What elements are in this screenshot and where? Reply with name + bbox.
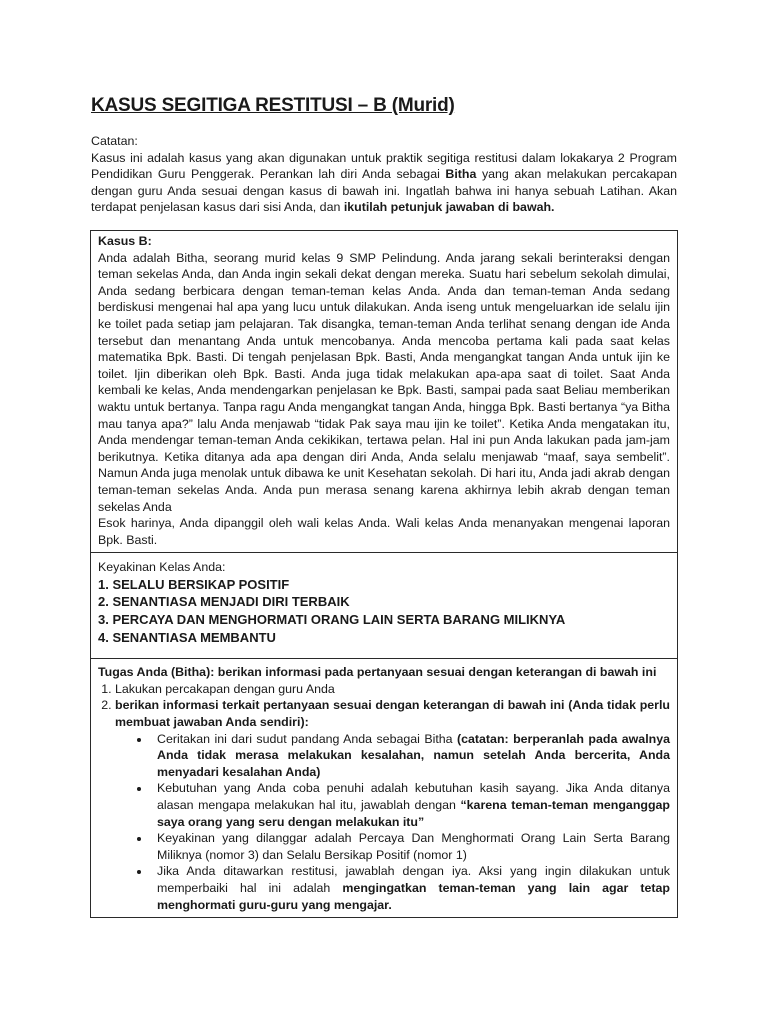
tasks-label: Tugas Anda (Bitha): berikan informasi pada pertanyaan sesuai dengan keterangan di bawah ini bbox=[98, 665, 657, 680]
case-table bbox=[90, 230, 678, 918]
belief-item: 1. SELALU BERSIKAP POSITIF bbox=[98, 576, 290, 592]
tasks-list bbox=[98, 681, 670, 913]
task-bullet-1-bold: (catatan: berperanlah pada awalnya Anda tidak merasa melakukan kesalahan, namun setelah Anda bercerita, Anda menyadari kesalahan Anda) bbox=[157, 731, 670, 779]
task-bullet-4-text: Jika Anda ditawarkan restitusi, jawablah dengan iya. Aksi yang ingin dilakukan untuk memperbaiki hal ini adalah bbox=[157, 864, 670, 895]
document-title: KASUS SEGITIGA RESTITUSI – B (Murid) bbox=[91, 95, 455, 116]
task-bullet-1-text: Ceritakan ini dari sudut pandang Anda sebagai Bitha bbox=[157, 731, 457, 746]
beliefs-row bbox=[91, 553, 678, 659]
task-bullet-3-text: Keyakinan yang dilanggar adalah Percaya Dan Menghormati Orang Lain Serta Barang Miliknya (nomor 3) dan Selalu Bersikap Positif (nomor 1) bbox=[157, 831, 670, 862]
intro-text-1: Kasus ini adalah kasus yang akan digunakan untuk praktik segitiga restitusi dalam lokakarya 2 Program Pendidikan Guru Penggerak. Perankan lah diri Anda sebagai bbox=[91, 150, 677, 182]
intro-bold-instruction: ikutilah petunjuk jawaban di bawah. bbox=[343, 200, 555, 215]
task-bullet-1 bbox=[151, 731, 670, 781]
intro-section bbox=[91, 133, 677, 216]
case-paragraph-2: Esok harinya, Anda dipanggil oleh wali kelas Anda. Wali kelas Anda menanyakan mengenai laporan Bpk. Basti. bbox=[98, 516, 670, 547]
case-label: Kasus B: bbox=[98, 234, 152, 248]
task-bullet-4 bbox=[151, 863, 670, 913]
belief-item: 2. SENANTIASA MENJADI DIRI TERBAIK bbox=[98, 594, 350, 610]
task-item-1-text: 1. Lakukan percakapan dengan guru Anda bbox=[115, 681, 335, 696]
case-row bbox=[91, 231, 678, 553]
task-bullet-2-bold: “karena teman-teman menganggap saya orang yang seru dengan melakukan itu” bbox=[157, 798, 670, 829]
case-cell bbox=[91, 231, 678, 553]
task-item-2 bbox=[115, 697, 670, 913]
task-item-2-text: berikan informasi terkait pertanyaan sesuai dengan keterangan di bawah ini (Anda tidak perlu membuat jawaban Anda sendiri): bbox=[115, 698, 670, 730]
belief-item: 4. SENANTIASA MEMBANTU bbox=[98, 629, 276, 645]
task-bullet-2 bbox=[151, 780, 670, 830]
note-label: Catatan: bbox=[91, 134, 138, 148]
intro-bold-name: Bitha bbox=[445, 167, 477, 182]
tasks-cell bbox=[91, 659, 678, 918]
intro-text-2: yang akan melakukan percakapan dengan guru Anda sesuai dengan kasus di bawah ini. Ingatlah bahwa ini hanya sebuah Latihan. Akan terdapat penjelasan kasus dari sisi Anda, dan bbox=[91, 167, 678, 215]
task-bullet-3 bbox=[151, 830, 670, 863]
tasks-row bbox=[91, 659, 678, 918]
task-bullets bbox=[115, 731, 670, 914]
beliefs-cell bbox=[91, 553, 678, 659]
belief-item: 3. PERCAYA DAN MENGHORMATI ORANG LAIN SERTA BARANG MILIKNYA bbox=[98, 612, 566, 628]
case-paragraph-1: Anda adalah Bitha, seorang murid kelas 9 SMP Pelindung. Anda jarang sekali berinteraksi dengan teman sekelas Anda, dan Anda ingin sekali dekat dengan mereka. Suatu hari sebelum sekolah dimulai, Anda sedang berbicara dengan teman-teman kelas Anda. Anda dan teman-teman Anda sedang berdiskusi mengenai hal apa yang lucu untuk dilakukan. Anda iseng untuk mengeluarkan ide selalu ijin ke toilet pada setiap jam pelajaran. Tak disangka, teman-teman Anda terlihat senang dengan ide Anda tersebut dan menantang Anda untuk mencobanya. Anda mencoba pertama kali pada saat kelas matematika Bpk. Basti. Di tengah penjelasan Bpk. Basti, Anda mengangkat tangan Anda untuk ijin ke toilet. Ijin diberikan oleh Bpk. Basti. Anda juga tidak melakukan apa-apa saat di toilet. Saat Anda kembali ke kelas, Anda mendengarkan penjelasan ke Bpk. Basti, sampai pada saat Beliau memberikan waktu untuk bertanya. Tanpa ragu Anda mengangkat tangan Anda, hingga Bpk. Basti bertanya “ya Bitha mau tanya apa?” lalu Anda menjawab “tidak Pak saya mau ijin ke toilet”. Ketika Anda mengatakan itu, Anda mendengar teman-teman Anda cekikikan, tertawa pelan. Hal ini pun Anda lakukan pada jam-jam berikutnya. Ketika ditanya ada apa dengan diri Anda, Anda selalu menjawab “maaf, saya sembelit”. Namun Anda juga menolak untuk dibawa ke unit Kesehatan sekolah. Di hari itu, Anda jadi akrab dengan teman-teman sekelas Anda. Anda pun merasa senang karena akhirnya lebih akrab dengan teman sekelas Anda bbox=[98, 250, 670, 514]
task-bullet-4-bold: mengingatkan teman-teman yang lain agar tetap menghormati guru-guru yang mengajar. bbox=[157, 880, 670, 912]
task-item-1 bbox=[115, 681, 670, 698]
task-bullet-2-text: Kebutuhan yang Anda coba penuhi adalah kebutuhan kasih sayang. Jika Anda ditanya alasan mengapa melakukan hal itu, jawablah dengan bbox=[157, 781, 670, 812]
intro-paragraph bbox=[91, 150, 677, 216]
beliefs-list bbox=[98, 576, 670, 646]
beliefs-label: Keyakinan Kelas Anda: bbox=[98, 560, 226, 575]
